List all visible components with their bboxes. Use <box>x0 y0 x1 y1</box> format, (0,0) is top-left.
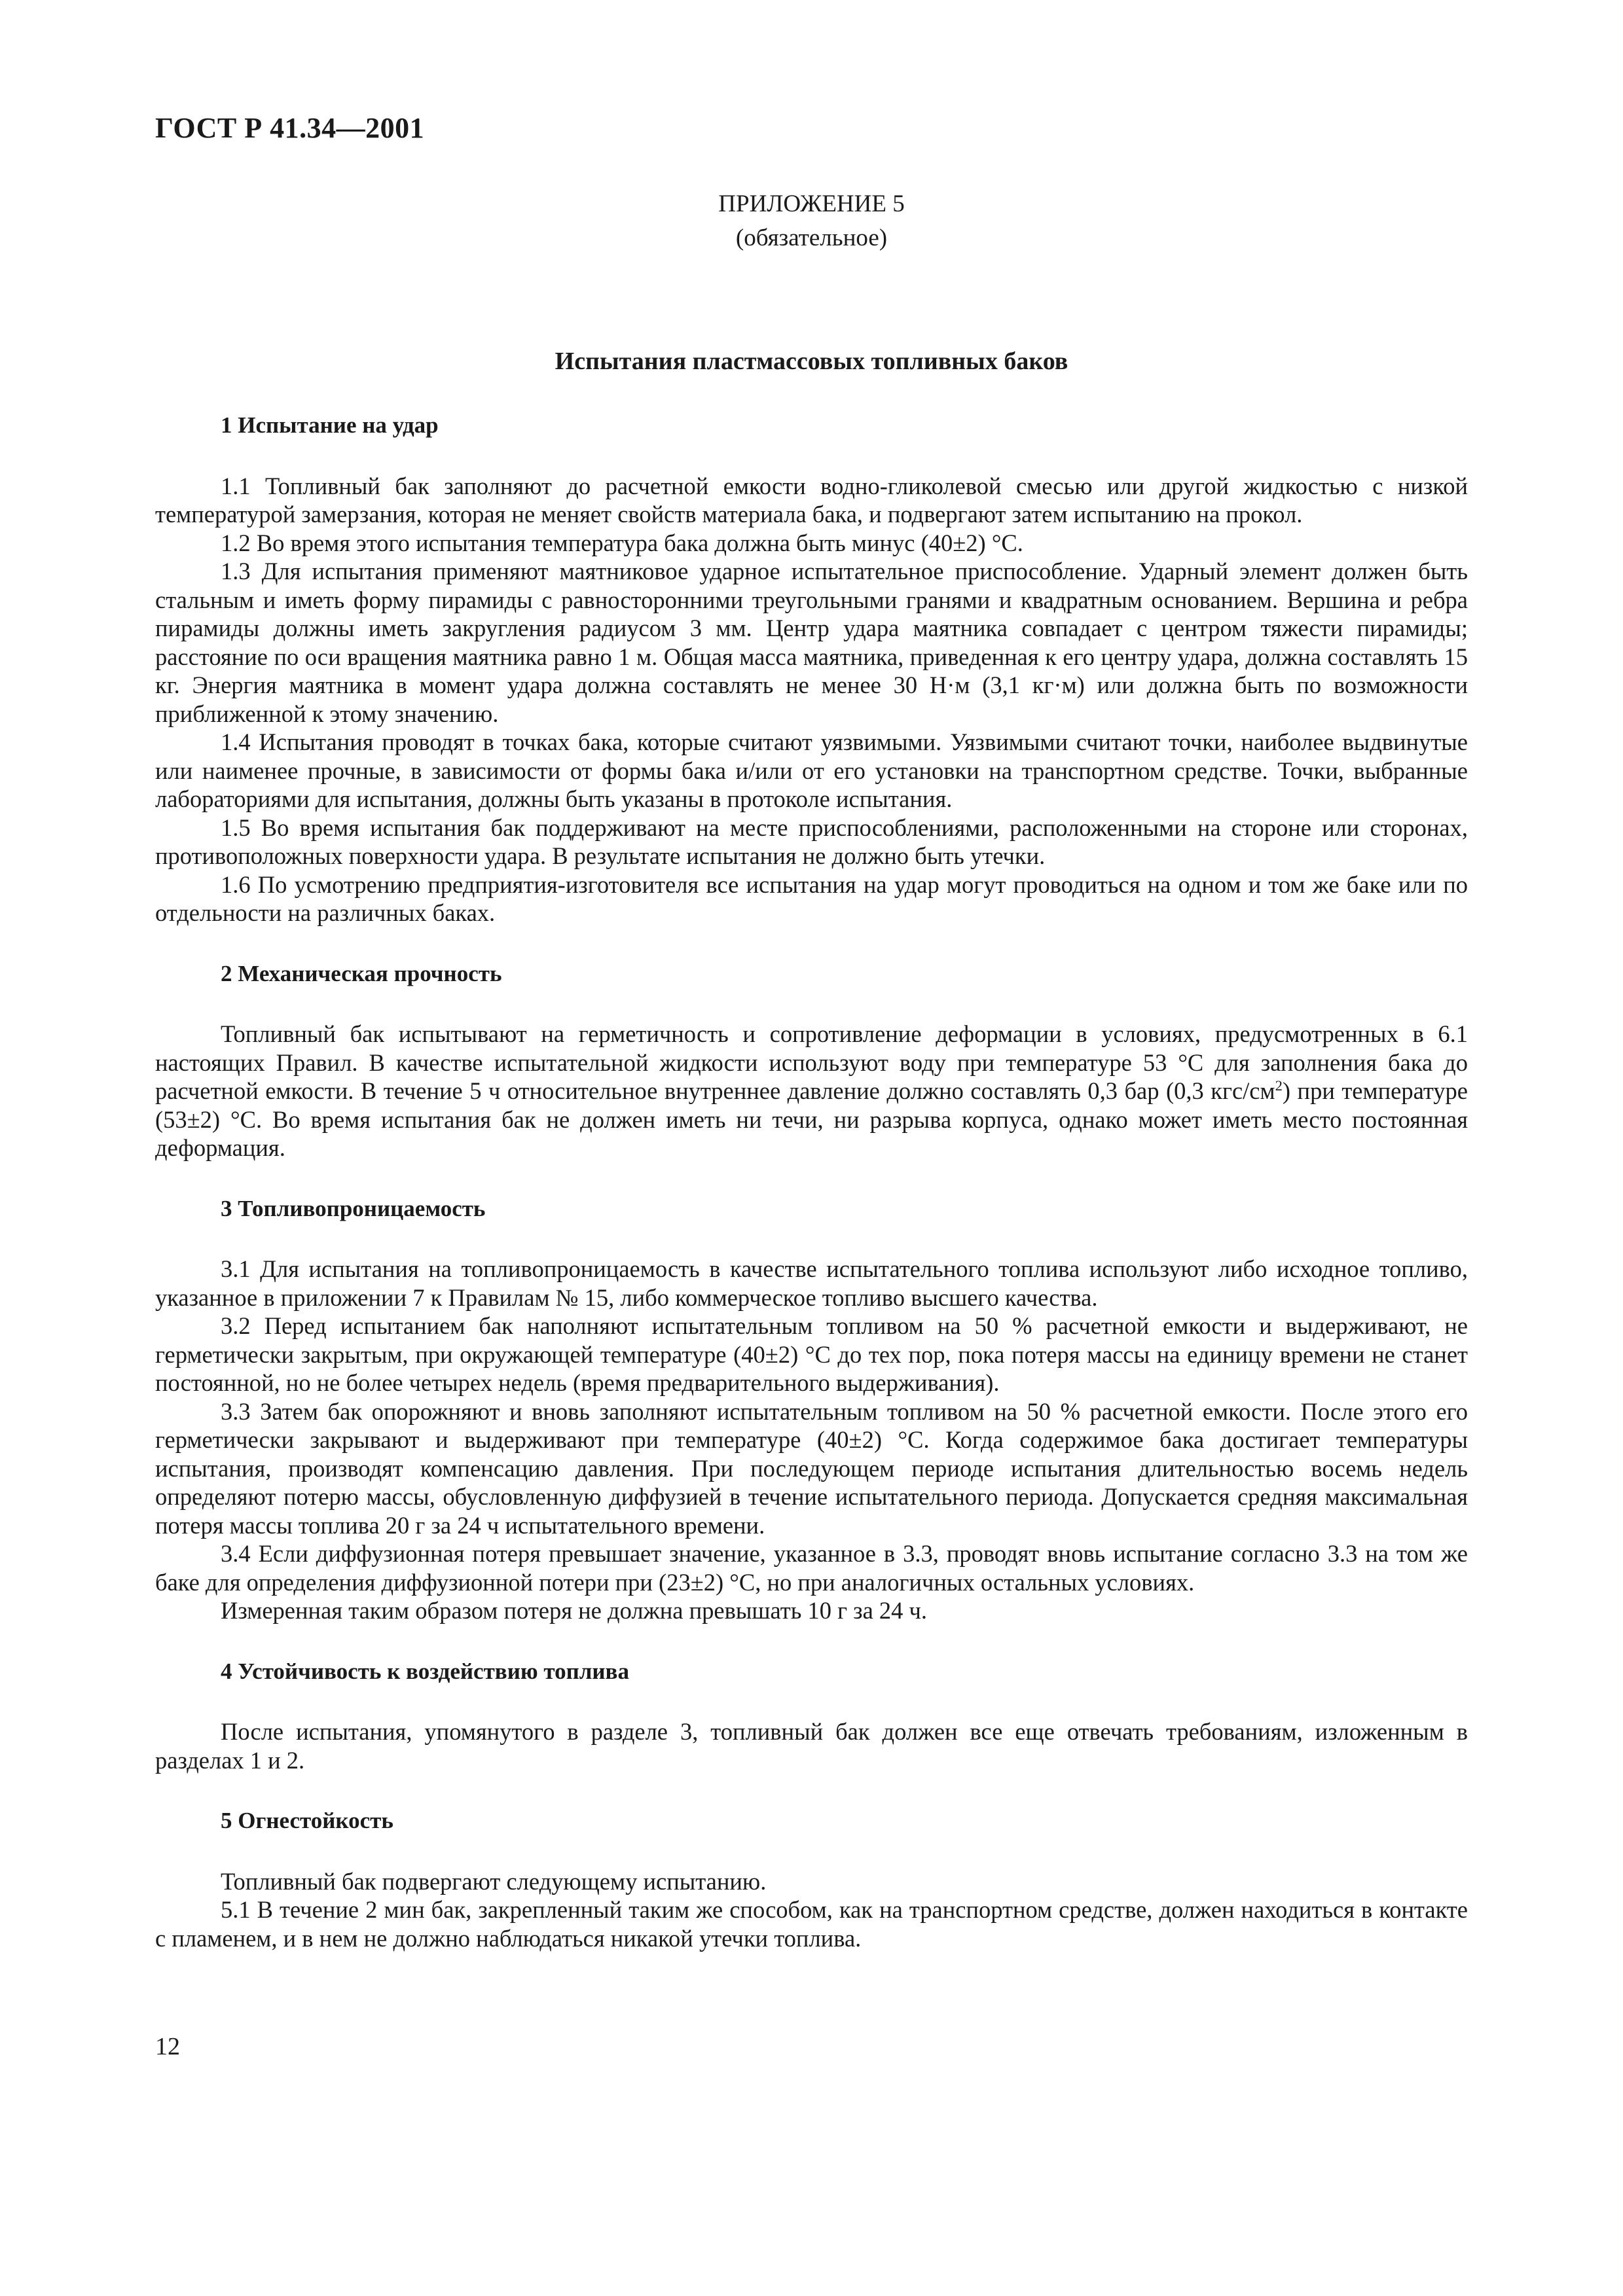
paragraph-2-text-b: ) при температуре (53±2) °С. Во время испытания бак не должен иметь ни течи, ни разрыва корпуса, однако может иметь место постоянная деформация. <box>155 1077 1468 1161</box>
paragraph-3-5: Измеренная таким образом потеря не должна превышать 10 г за 24 ч. <box>221 1597 928 1624</box>
paragraph-2 <box>155 1020 1468 1162</box>
page-number: 12 <box>155 2033 180 2060</box>
paragraph-3-1: 3.1 Для испытания на топливопроницаемость в качестве испытательного топлива используют либо исходное топливо, указанное в приложении 7 к Правилам № 15, либо коммерческое топливо высшего качества. <box>155 1255 1468 1311</box>
document-body <box>155 411 1468 1952</box>
paragraph-3-3: 3.3 Затем бак опорожняют и вновь заполняют испытательным топливом на 50 % расчетной емкости. После этого его герметически закрывают и выдерживают при температуре (40±2) °С. Когда содержимое бака достигает температуры испытания, производят компенсацию давления. При последующем периоде испытания длительностью восемь недель определяют потерю массы, обусловленную диффузией в течение испытательного периода. Допускается средняя максимальная потеря массы топлива 20 г за 24 ч испытательного времени. <box>155 1397 1468 1539</box>
paragraph-5-intro: Топливный бак подвергают следующему испытанию. <box>221 1867 767 1895</box>
paragraph-5-1: 5.1 В течение 2 мин бак, закрепленный таким же способом, как на транспортном средстве, должен находиться в контакте с пламенем, и в нем не должно наблюдаться никакой утечки топлива. <box>155 1896 1468 1952</box>
annex-title: ПРИЛОЖЕНИЕ 5 <box>718 190 905 217</box>
section-heading-2: 2 Механическая прочность <box>221 960 502 986</box>
paragraph-1-5: 1.5 Во время испытания бак поддерживают на месте приспособлениями, расположенными на стороне или сторонах, противоположных поверхности удара. В результате испытания не должно быть утечки. <box>155 814 1468 869</box>
paragraph-4: После испытания, упомянутого в разделе 3, топливный бак должен все еще отвечать требованиям, изложенным в разделах 1 и 2. <box>155 1718 1468 1774</box>
paragraph-2-text-a: Топливный бак испытывают на герметичность и сопротивление деформации в условиях, предусмотренных в 6.1 настоящих Правил. В качестве испытательной жидкости используют воду при температуре 53 °С для заполнения бака до расчетной емкости. В течение 5 ч относительное внутреннее давление должно составлять 0,3 бар (0,3 кгс/см <box>155 1020 1468 1104</box>
paragraph-3-2: 3.2 Перед испытанием бак наполняют испытательным топливом на 50 % расчетной емкости и выдерживают, не герметически закрытым, при окружающей температуре (40±2) °С до тех пор, пока потеря массы на единицу времени не станет постоянной, но не более четырех недель (время предварительного выдерживания). <box>155 1312 1468 1396</box>
paragraph-1-2: 1.2 Во время этого испытания температура бака должна быть минус (40±2) °С. <box>221 529 1023 556</box>
paragraph-1-3: 1.3 Для испытания применяют маятниковое ударное испытательное приспособление. Ударный элемент должен быть стальным и иметь форму пирамиды с равносторонними треугольными гранями и квадратным основанием. Вершина и ребра пирамиды должны иметь закругления радиусом 3 мм. Центр удара маятника совпадает с центром тяжести пирамиды; расстояние по оси вращения маятника равно 1 м. Общая масса маятника, приведенная к его центру удара, должна составлять 15 кг. Энергия маятника в момент удара должна составлять не менее 30 Н·м (3,1 кг·м) или должна быть по возможности приближенной к этому значению. <box>155 558 1468 727</box>
paragraph-1-1: 1.1 Топливный бак заполняют до расчетной емкости водно-гликолевой смесью или другой жидкостью с низкой температурой замерзания, которая не меняет свойств материала бака, и подвергают затем испытанию на прокол. <box>155 472 1468 528</box>
annex-heading <box>0 187 1623 255</box>
main-title: Испытания пластмассовых топливных баков <box>555 348 1068 375</box>
paragraph-3-4: 3.4 Если диффузионная потеря превышает значение, указанное в 3.3, проводят вновь испытание согласно 3.3 на том же баке для определения диффузионной потери при (23±2) °С, но при аналогичных остальных условиях. <box>155 1540 1468 1596</box>
paragraph-1-6: 1.6 По усмотрению предприятия-изготовителя все испытания на удар могут проводиться на одном и том же баке или по отдельности на различных баках. <box>155 870 1468 926</box>
superscript-2: 2 <box>1275 1077 1283 1094</box>
section-heading-1: 1 Испытание на удар <box>221 412 439 438</box>
paragraph-1-4: 1.4 Испытания проводят в точках бака, которые считают уязвимыми. Уязвимыми считают точки, наиболее выдвинутые или наименее прочные, в зависимости от формы бака и/или от его установки на транспортном средстве. Точки, выбранные лабораториями для испытания, должны быть указаны в протоколе испытания. <box>155 728 1468 812</box>
section-heading-3: 3 Топливопроницаемость <box>221 1195 486 1221</box>
section-heading-5: 5 Огнестойкость <box>221 1808 393 1833</box>
section-heading-4: 4 Устойчивость к воздействию топлива <box>221 1658 629 1684</box>
annex-status: (обязательное) <box>735 224 888 251</box>
document-code: ГОСТ Р 41.34—2001 <box>155 112 425 144</box>
